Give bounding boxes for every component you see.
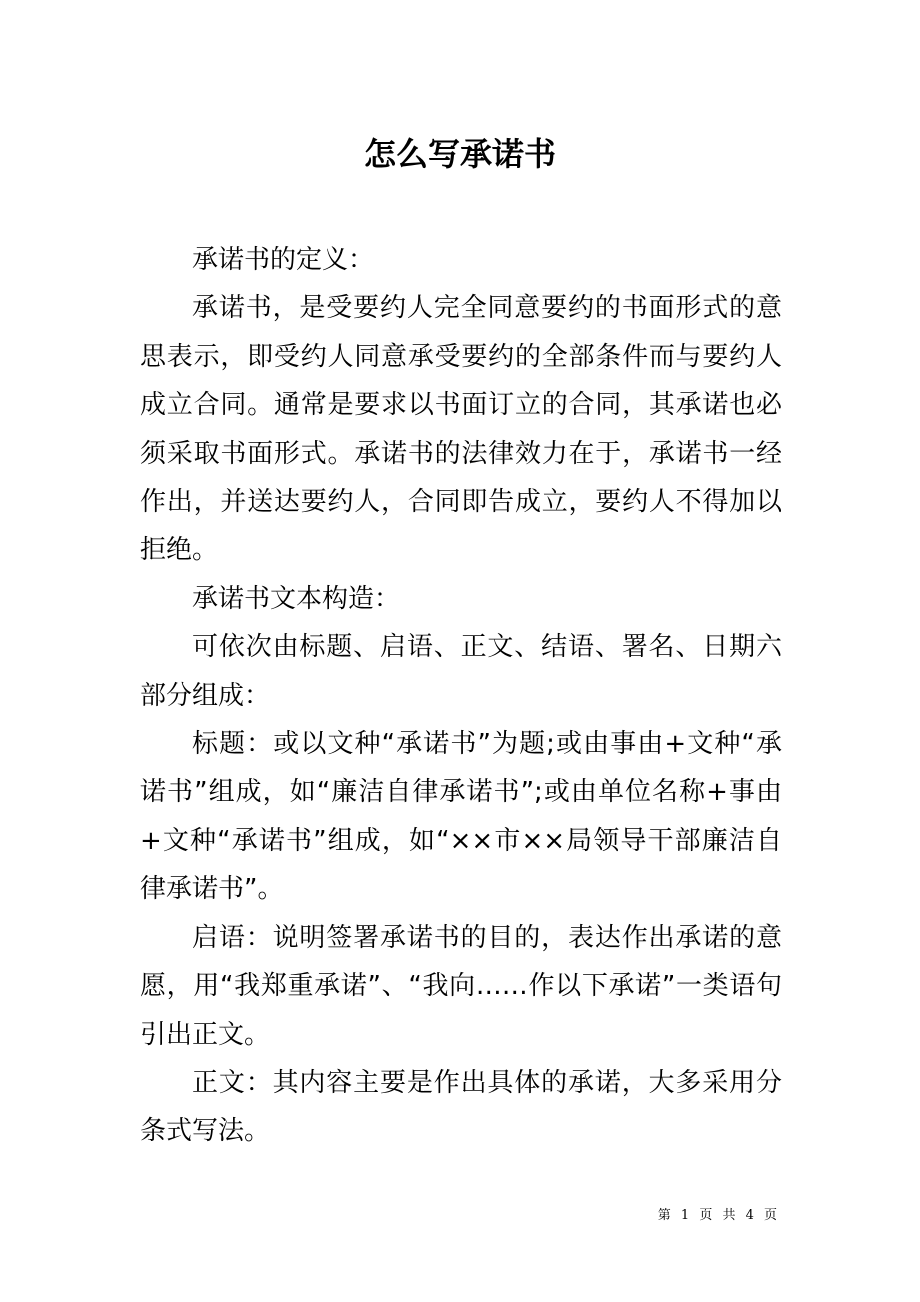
paragraph-structure: 可依次由标题、启语、正文、结语、署名、日期六部分组成： (140, 632, 782, 711)
paragraph-definition: 承诺书，是受要约人完全同意要约的书面形式的意思表示，即受约人同意承受要约的全部条件而与要约人成立合同。通常是要求以书面订立的合同，其承诺也必须采取书面形式。承诺书的法律效力在于，承诺书一经作出，并送达要约人，合同即告成立，要约人不得加以拒绝。 (140, 293, 782, 566)
paragraph-opening-section: 启语：说明签署承诺书的目的，表达作出承诺的意愿，用“我郑重承诺”、“我向……作以下承诺”一类语句引出正文。 (140, 922, 782, 1050)
paragraph-body-section: 正文：其内容主要是作出具体的承诺，大多采用分条式写法。 (140, 1067, 782, 1147)
paragraph-structure-heading: 承诺书文本构造： (192, 583, 401, 614)
document-body (140, 236, 782, 1156)
page-number-footer: 第 1 页 共 4 页 (657, 1208, 780, 1223)
paragraph-title-section: 标题：或以文种“承诺书”为题;或由事由+文种“承诺书”组成，如“廉洁自律承诺书”;或由单位名称+事由+文种“承诺书”组成，如“××市××局领导干部廉洁自律承诺书”。 (140, 729, 782, 905)
document-title: 怎么写承诺书 (363, 135, 556, 173)
paragraph-definition-heading: 承诺书的定义： (192, 245, 375, 275)
